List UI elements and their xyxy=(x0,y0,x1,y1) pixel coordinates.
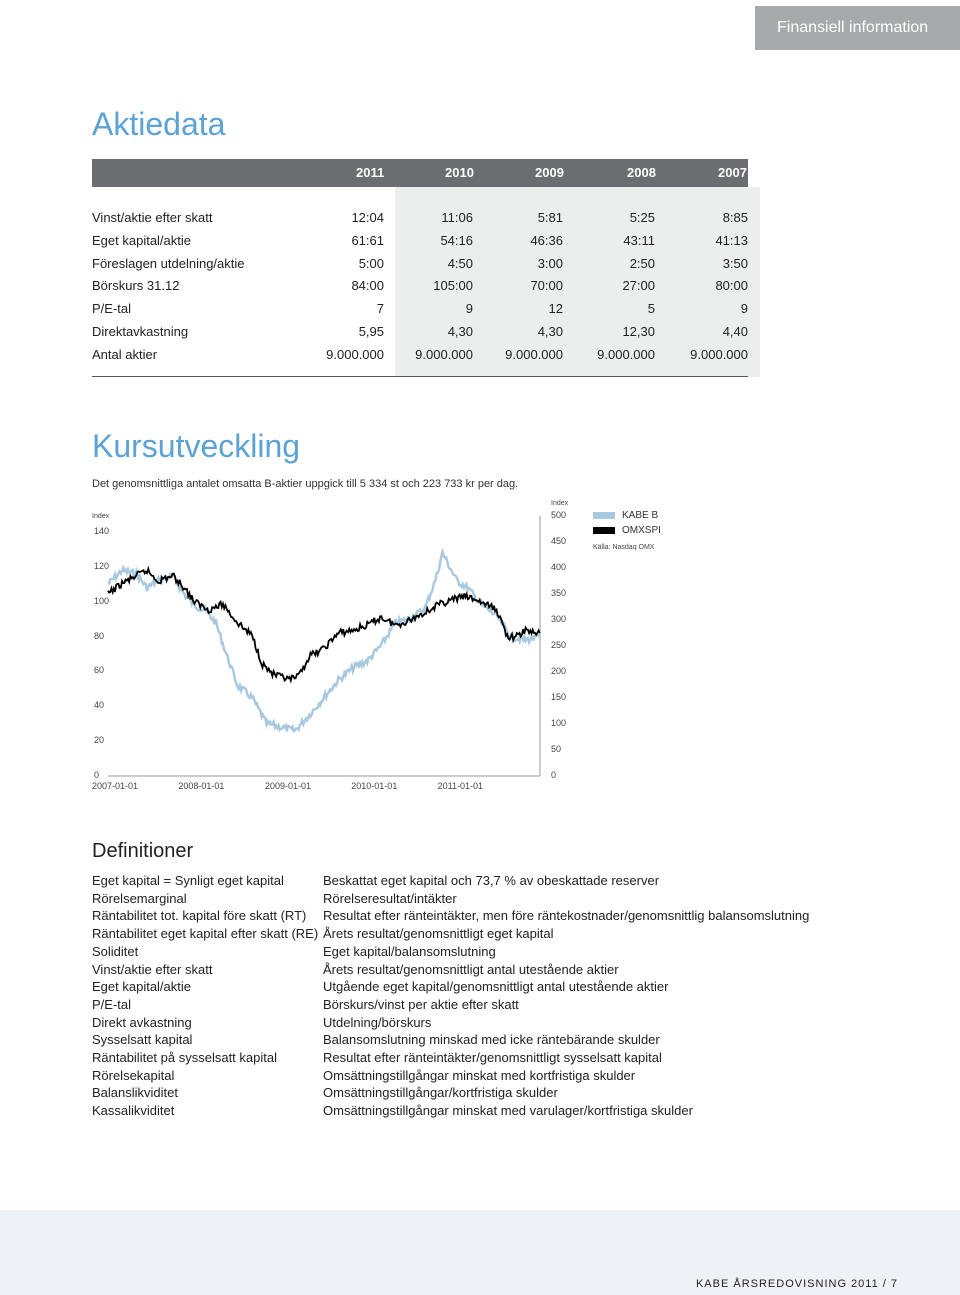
series-line-omxspi xyxy=(108,569,540,681)
legend-swatch-omxspi xyxy=(593,527,615,534)
legend-label-kabe: KABE B xyxy=(622,510,659,521)
left-tick-label: 140 xyxy=(94,526,110,536)
definition-term: Rörelsekapital xyxy=(92,1067,175,1083)
row-label: Vinst/aktie efter skatt xyxy=(92,210,213,225)
legend-label-omxspi: OMXSPI xyxy=(622,525,661,536)
table-cell: 27:00 xyxy=(622,278,655,294)
definition-term: Räntabilitet eget kapital efter skatt (RE) xyxy=(92,926,319,942)
table-cell: 9.000.000 xyxy=(597,346,655,362)
right-tick-label: 300 xyxy=(551,614,567,624)
definition-row xyxy=(92,944,872,962)
table-cell: 5,95 xyxy=(358,324,384,339)
table-cell: 4,40 xyxy=(722,324,748,339)
table-cell: 9.000.000 xyxy=(415,346,473,362)
section-tab: Finansiell information xyxy=(755,6,960,50)
definition-term: Balanslikviditet xyxy=(92,1085,178,1101)
definitioner-title: Definitioner xyxy=(92,840,194,862)
definition-row xyxy=(92,926,872,944)
definition-text: Omsättningstillgångar minskat med kortfristiga skulder xyxy=(323,1067,636,1083)
year-header: 2011 xyxy=(356,165,385,180)
year-header: 2010 xyxy=(445,165,474,180)
definition-text: Utdelning/börskurs xyxy=(323,1014,432,1030)
definition-text: Omsättningstillgångar minskat med varulager/kortfristiga skulder xyxy=(323,1103,693,1119)
definition-term: Direkt avkastning xyxy=(92,1014,192,1030)
table-cell: 46:36 xyxy=(530,232,563,248)
x-tick-label: 2011-01-01 xyxy=(437,781,484,791)
table-cell: 7 xyxy=(376,301,384,317)
row-label: Antal aktier xyxy=(92,346,158,362)
table-cell: 43:11 xyxy=(623,232,655,248)
definition-row xyxy=(92,1068,872,1086)
table-cell: 105:00 xyxy=(433,278,473,294)
definition-term: Rörelsemarginal xyxy=(92,890,187,906)
year-header: 2008 xyxy=(627,165,656,180)
table-cell: 12:04 xyxy=(351,210,384,225)
table-cell: 5:25 xyxy=(629,210,655,225)
x-tick-label: 2008-01-01 xyxy=(178,781,225,791)
table-cell: 4,30 xyxy=(447,324,473,339)
table-cell: 41:13 xyxy=(715,232,748,248)
table-cell: 5:81 xyxy=(537,210,563,225)
x-tick-label: 2007-01-01 xyxy=(92,781,139,791)
series-line-kabe-b xyxy=(108,552,540,732)
left-tick-label: 40 xyxy=(94,700,105,711)
definition-row xyxy=(92,908,872,926)
left-axis-label: Index xyxy=(92,513,110,520)
left-tick-label: 80 xyxy=(94,630,105,641)
definition-row xyxy=(92,979,872,997)
definition-text: Balansomslutning minskad med icke räntebärande skulder xyxy=(323,1032,660,1048)
table-cell: 9 xyxy=(740,301,748,317)
definition-row xyxy=(92,1103,872,1121)
definition-term: Räntabilitet på sysselsatt kapital xyxy=(92,1050,277,1065)
right-tick-label: 400 xyxy=(551,562,567,572)
definition-text: Rörelseresultat/intäkter xyxy=(323,890,457,906)
right-tick-label: 500 xyxy=(551,510,567,520)
row-label: Direktavkastning xyxy=(92,324,189,339)
right-axis-label: Index xyxy=(551,500,569,507)
table-cell: 5:00 xyxy=(358,255,384,271)
right-tick-label: 0 xyxy=(551,770,557,780)
right-tick-label: 150 xyxy=(551,692,567,702)
x-tick-label: 2010-01-01 xyxy=(351,781,398,791)
table-cell: 9.000.000 xyxy=(326,346,384,362)
right-tick-label: 350 xyxy=(551,588,567,598)
row-label: P/E-tal xyxy=(92,301,132,317)
row-label: Föreslagen utdelning/aktie xyxy=(92,255,245,271)
table-cell: 4:50 xyxy=(447,255,473,271)
table-cell: 80:00 xyxy=(715,278,748,294)
row-label: Eget kapital/aktie xyxy=(92,232,192,248)
year-header: 2007 xyxy=(718,165,747,180)
definition-row xyxy=(92,891,872,909)
x-tick-label: 2009-01-01 xyxy=(264,781,311,791)
left-tick-label: 20 xyxy=(94,735,105,746)
table-cell: 70:00 xyxy=(530,278,563,294)
table-cell: 8:85 xyxy=(722,210,748,225)
definition-term: Eget kapital/aktie xyxy=(92,979,192,995)
table-cell: 12 xyxy=(548,301,563,317)
table-cell: 9.000.000 xyxy=(505,346,563,362)
definition-text: Utgående eget kapital/genomsnittligt antal utestående aktier xyxy=(323,979,669,995)
right-tick-label: 100 xyxy=(551,718,567,728)
definition-row xyxy=(92,1032,872,1050)
table-cell: 54:16 xyxy=(440,232,473,248)
definition-term: Vinst/aktie efter skatt xyxy=(92,961,213,977)
table-cell: 9.000.000 xyxy=(690,346,748,362)
table-cell: 5 xyxy=(647,301,655,317)
row-label: Börskurs 31.12 xyxy=(92,278,180,294)
definition-row xyxy=(92,962,872,980)
definition-text: Beskattat eget kapital och 73,7 % av obeskattade reserver xyxy=(323,873,660,888)
kursutveckling-title: Kursutveckling xyxy=(92,428,301,464)
definition-row xyxy=(92,873,872,891)
definition-text: Årets resultat/genomsnittligt eget kapital xyxy=(323,926,554,942)
definition-term: P/E-tal xyxy=(92,996,132,1012)
table-cell: 11:06 xyxy=(441,210,473,225)
right-tick-label: 450 xyxy=(551,536,567,546)
definition-text: Resultat efter ränteintäkter, men före räntekostnader/genomsnittlig balansomslutning xyxy=(323,908,810,924)
footer-text: KABE ÅRSREDOVISNING 2011 / 7 xyxy=(695,1278,898,1290)
definition-text: Resultat efter ränteintäkter/genomsnittligt sysselsatt kapital xyxy=(323,1050,662,1065)
table-cell: 61:61 xyxy=(351,232,384,248)
definition-row xyxy=(92,1050,872,1068)
definition-term: Sysselsatt kapital xyxy=(92,1032,193,1048)
table-cell: 4,30 xyxy=(537,324,563,339)
chart-source: Källa: Nasdaq OMX xyxy=(593,544,655,551)
definition-row xyxy=(92,997,872,1015)
year-header: 2009 xyxy=(535,165,564,180)
right-tick-label: 250 xyxy=(551,640,567,650)
definition-term: Soliditet xyxy=(92,943,139,959)
left-tick-label: 120 xyxy=(94,560,110,571)
left-tick-label: 0 xyxy=(94,770,100,780)
definition-term: Kassalikviditet xyxy=(92,1103,175,1119)
right-tick-label: 50 xyxy=(551,744,562,754)
left-tick-label: 100 xyxy=(94,595,110,606)
aktiedata-title: Aktiedata xyxy=(92,106,226,142)
table-cell: 9 xyxy=(465,301,473,317)
definition-text: Eget kapital/balansomslutning xyxy=(323,943,496,959)
legend-swatch-kabe xyxy=(593,512,615,519)
definition-term: Räntabilitet tot. kapital före skatt (RT) xyxy=(92,908,307,924)
definition-term: Eget kapital = Synligt eget kapital xyxy=(92,873,284,888)
table-cell: 3:00 xyxy=(537,255,563,271)
definition-text: Omsättningstillgångar/kortfristiga skulder xyxy=(323,1085,558,1101)
right-tick-label: 200 xyxy=(551,666,567,676)
definition-text: Årets resultat/genomsnittligt antal utestående aktier xyxy=(323,961,619,977)
table-cell: 3:50 xyxy=(722,255,748,271)
table-cell: 12,30 xyxy=(622,324,655,339)
chart-lines xyxy=(108,552,540,732)
table-cell: 84:00 xyxy=(351,278,384,294)
left-tick-label: 60 xyxy=(94,665,105,676)
definition-row xyxy=(92,1015,872,1033)
definition-row xyxy=(92,1085,872,1103)
kursutveckling-intro: Det genomsnittliga antalet omsatta B-aktier uppgick till 5 334 st och 223 733 kr per dag. xyxy=(92,478,519,490)
table-cell: 2:50 xyxy=(629,255,655,271)
definition-text: Börskurs/vinst per aktie efter skatt xyxy=(323,996,519,1012)
